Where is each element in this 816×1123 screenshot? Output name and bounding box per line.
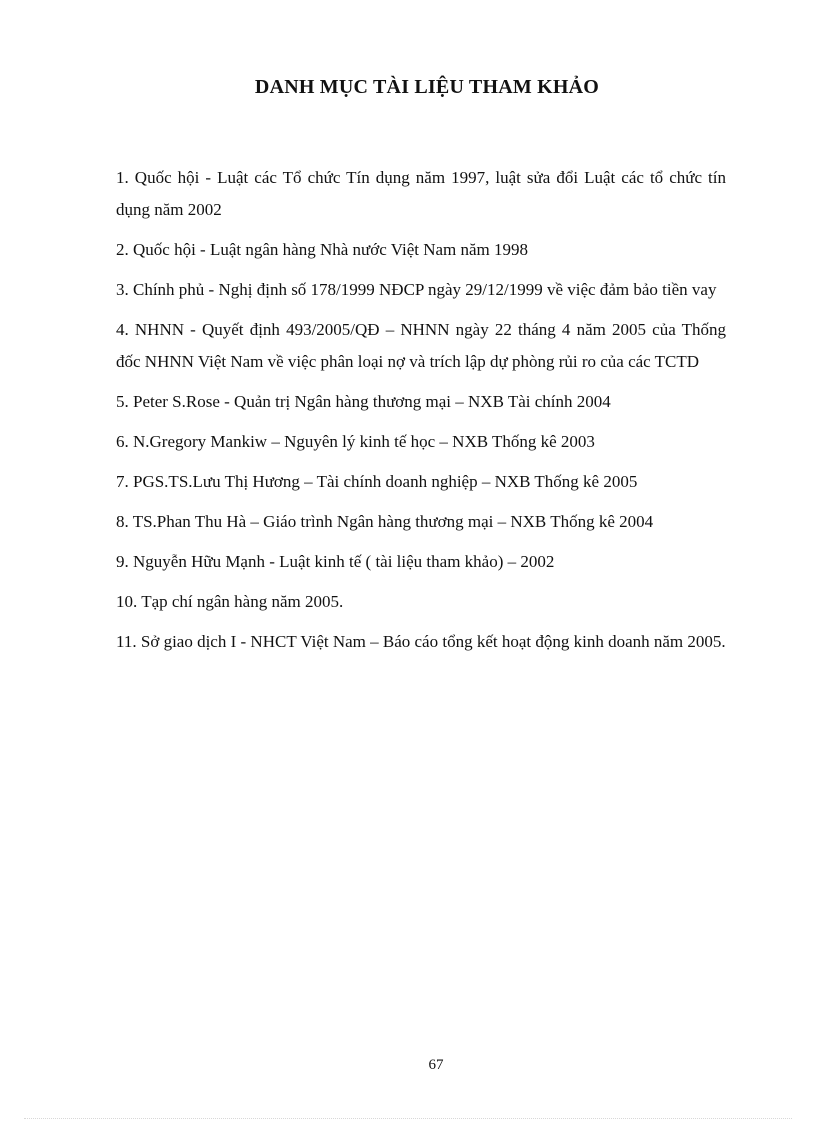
reference-item-6: 6. N.Gregory Mankiw – Nguyên lý kinh tế học – NXB Thống kê 2003: [116, 432, 595, 451]
page-number: 67: [428, 1057, 444, 1073]
reference-item-2: 2. Quốc hội - Luật ngân hàng Nhà nước Việt Nam năm 1998: [116, 240, 529, 259]
reference-item-9: 9. Nguyễn Hữu Mạnh - Luật kinh tế ( tài liệu tham khảo) – 2002: [116, 552, 555, 571]
reference-item-4: 4. NHNN - Quyết định 493/2005/QĐ – NHNN ngày 22 tháng 4 năm 2005 của Thống đốc NHNN Việt Nam về việc phân loại nợ và trích lập dự phòng rủi ro của các TCTD: [116, 320, 726, 371]
reference-item-8: 8. TS.Phan Thu Hà – Giáo trình Ngân hàng thương mại – NXB Thống kê 2004: [116, 512, 654, 531]
reference-item-5: 5. Peter S.Rose - Quản trị Ngân hàng thương mại – NXB Tài chính 2004: [116, 392, 611, 411]
reference-item-1: 1. Quốc hội - Luật các Tổ chức Tín dụng năm 1997, luật sửa đổi Luật các tổ chức tín dụng năm 2002: [116, 168, 726, 219]
bottom-divider: [24, 1118, 792, 1119]
reference-item-3: 3. Chính phủ - Nghị định số 178/1999 NĐCP ngày 29/12/1999 về việc đảm bảo tiền vay: [116, 280, 717, 299]
page-title: DANH MỤC TÀI LIỆU THAM KHẢO: [254, 76, 600, 98]
reference-item-7: 7. PGS.TS.Lưu Thị Hương – Tài chính doanh nghiệp – NXB Thống kê 2005: [116, 472, 638, 491]
reference-item-10: 10. Tạp chí ngân hàng năm 2005.: [116, 592, 344, 611]
reference-item-11: 11. Sở giao dịch I - NHCT Việt Nam – Báo cáo tổng kết hoạt động kinh doanh năm 2005.: [116, 632, 726, 651]
reference-list: [116, 162, 726, 666]
